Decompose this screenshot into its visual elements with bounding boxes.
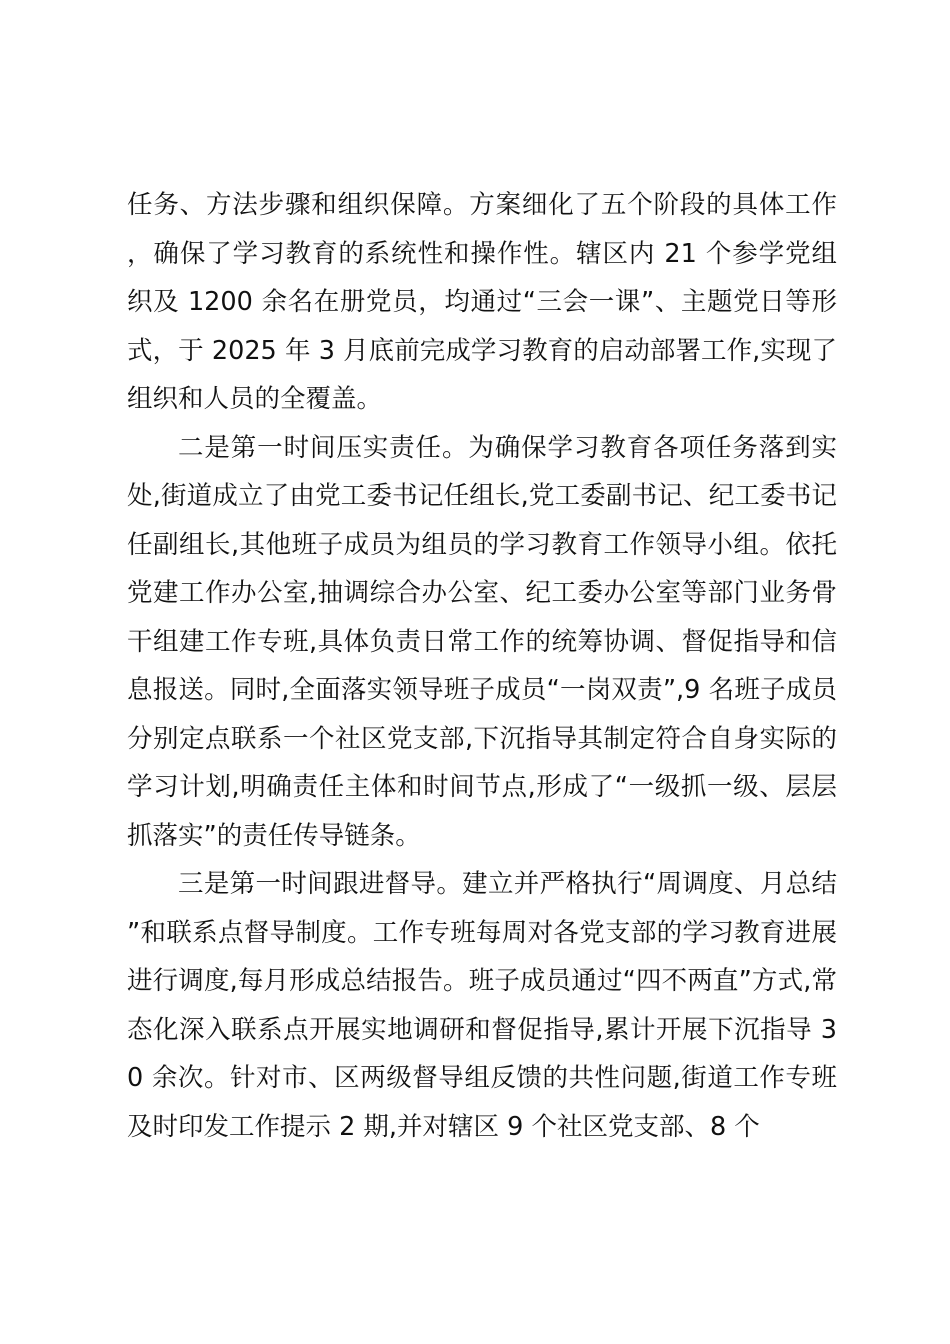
- paragraph-continuation: 任务、方法步骤和组织保障。方案细化了五个阶段的具体工作，确保了学习教育的系统性和操作性。辖区内 21 个参学党组织及 1200 余名在册党员，均通过“三会一课”、主题党日等形式，于 2025 年 3 月底前完成学习教育的启动部署工作,实现了组织和人员的全覆盖。: [127, 190, 837, 414]
- paragraph-supervision: 三是第一时间跟进督导。建立并严格执行“周调度、月总结”和联系点督导制度。工作专班每周对各党支部的学习教育进展进行调度,每月形成总结报告。班子成员通过“四不两直”方式,常态化深入联系点开展实地调研和督促指导,累计开展下沉指导 30 余次。针对市、区两级督导组反馈的共性问题,街道工作专班及时印发工作提示 2 期,并对辖区 9 个社区党支部、8 个: [127, 869, 837, 1142]
- document-body: [127, 181, 837, 1151]
- paragraph-responsibility: 二是第一时间压实责任。为确保学习教育各项任务落到实处,街道成立了由党工委书记任组长,党工委副书记、纪工委书记任副组长,其他班子成员为组员的学习教育工作领导小组。依托党建工作办公室,抽调综合办公室、纪工委办公室等部门业务骨干组建工作专班,具体负责日常工作的统筹协调、督促指导和信息报送。同时,全面落实领导班子成员“一岗双责”,9 名班子成员分别定点联系一个社区党支部,下沉指导其制定符合自身实际的学习计划,明确责任主体和时间节点,形成了“一级抓一级、层层抓落实”的责任传导链条。: [127, 432, 837, 851]
